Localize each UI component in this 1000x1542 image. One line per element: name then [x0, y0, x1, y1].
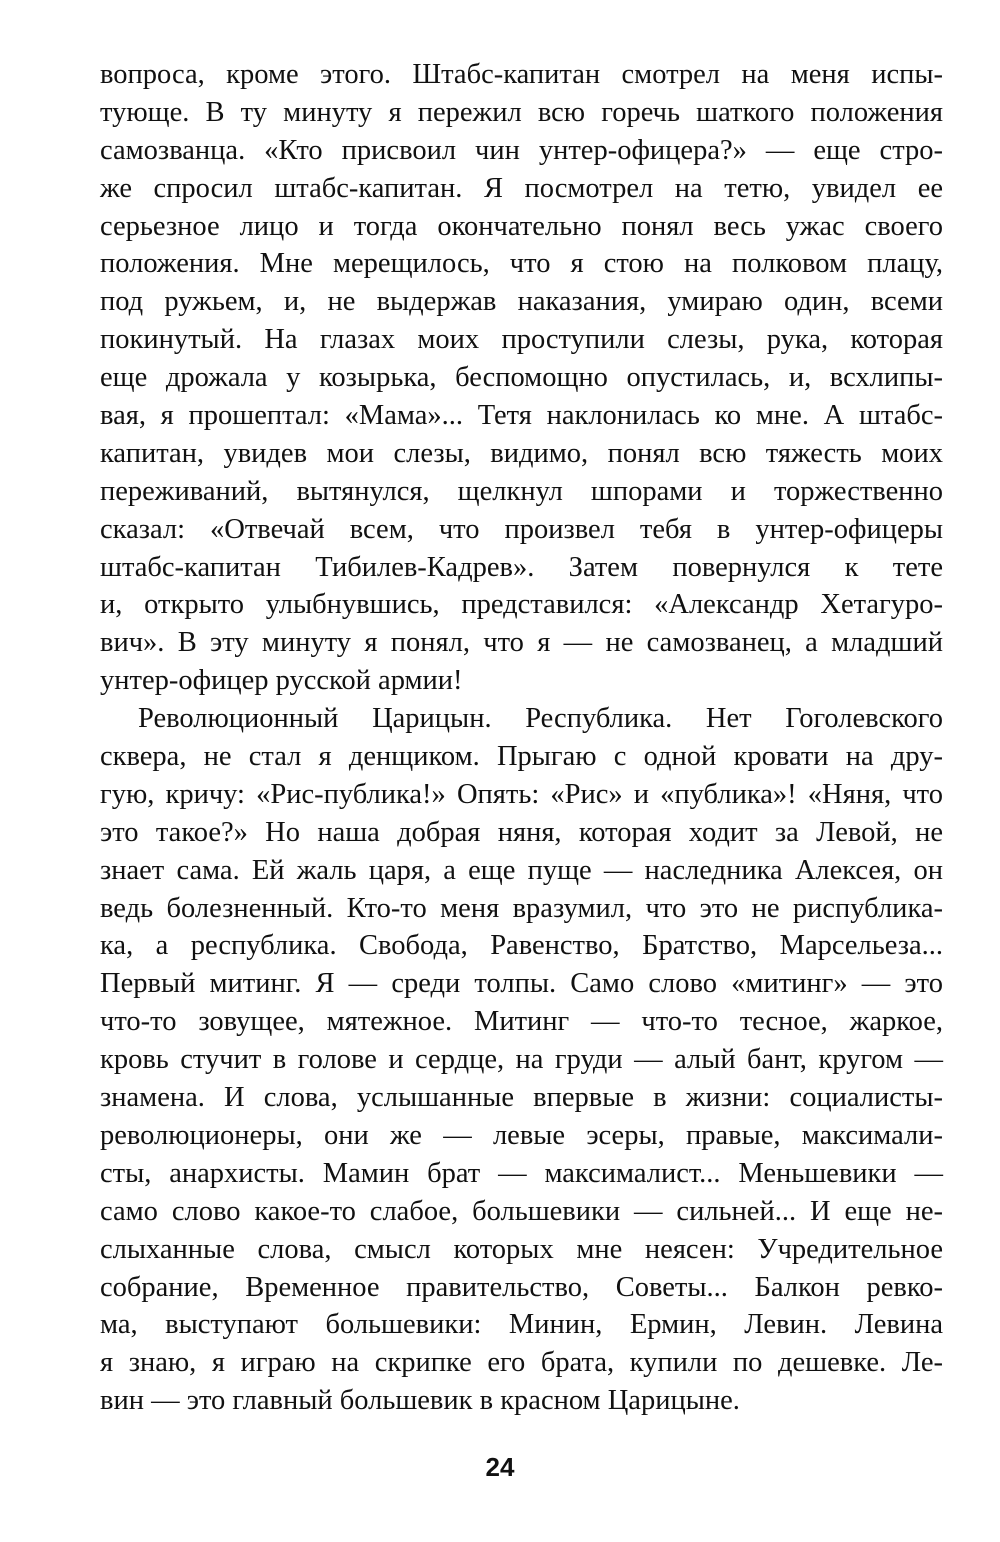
text-line: я знаю, я играю на скрипке его брата, купили по дешевке. Ле-: [100, 1347, 943, 1379]
text-line: сказал: «Отвечай всем, что произвел тебя в унтер-офицеры: [100, 513, 943, 545]
text-line: ведь болезненный. Кто-то меня вразумил, что это не риспублика-: [100, 892, 943, 924]
text-line: слыханные слова, смысл которых мне неясен: Учредительное: [100, 1233, 943, 1265]
text-line: вая, я прошептал: «Мама»... Тетя наклонилась ко мне. А штабс-: [100, 400, 943, 432]
text-line: покинутый. На глазах моих проступили слезы, рука, которая: [100, 324, 943, 356]
text-line: знает сама. Ей жаль царя, а еще пуще — наследника Алексея, он: [100, 854, 943, 886]
paragraph-2: [100, 700, 943, 1420]
text-line: сты, анархисты. Мамин брат — максималист... Меньшевики —: [100, 1157, 943, 1189]
text-line: вич». В эту минуту я понял, что я — не самозванец, а младший: [100, 627, 943, 659]
text-line: положения. Мне мерещилось, что я стою на полковом плацу,: [100, 248, 943, 280]
text-line: само слово какое-то слабое, большевики — сильней... И еще не-: [100, 1195, 943, 1227]
text-line: вопроса, кроме этого. Штабс-капитан смотрел на меня испы-: [100, 59, 943, 90]
text-line: собрание, Временное правительство, Советы... Балкон ревко-: [100, 1271, 943, 1303]
text-line: гую, кричу: «Рис-публика!» Опять: «Рис» и «публика»! «Няня, что: [100, 778, 943, 810]
text-line: знамена. И слова, услышанные впервые в жизни: социалисты-: [100, 1082, 943, 1114]
page-number: 24: [485, 1452, 515, 1482]
body-text: [100, 56, 943, 1420]
text-line: самозванца. «Кто присвоил чин унтер-офицера?» — еще стро-: [100, 134, 943, 166]
text-line: и, открыто улыбнувшись, представился: «Александр Хетагуро-: [100, 589, 943, 621]
text-line: ка, а республика. Свобода, Равенство, Братство, Марсельеза...: [100, 930, 943, 962]
text-line: что-то зовущее, мятежное. Митинг — что-то тесное, жаркое,: [100, 1006, 943, 1038]
text-line: вин — это главный большевик в красном Царицыне.: [100, 1385, 740, 1417]
text-line: тующе. В ту минуту я пережил всю горечь шаткого положения: [100, 96, 943, 128]
text-line: переживаний, вытянулся, щелкнул шпорами и торжественно: [100, 475, 943, 507]
text-line: штабс-капитан Тибилев-Кадрев». Затем повернулся к тете: [100, 551, 943, 583]
text-line: сквера, не стал я денщиком. Прыгаю с одной кровати на дру-: [100, 741, 943, 773]
text-line: кровь стучит в голове и сердце, на груди — алый бант, кругом —: [100, 1044, 943, 1076]
text-line: унтер-офицер русской армии!: [100, 665, 463, 697]
text-line: ма, выступают большевики: Минин, Ермин, Левин. Левина: [100, 1309, 943, 1341]
text-line: Первый митинг. Я — среди толпы. Само слово «митинг» — это: [100, 968, 943, 1000]
text-line: это такое?» Но наша добрая няня, которая ходит за Левой, не: [100, 816, 943, 848]
text-line: еще дрожала у козырька, беспомощно опустилась, и, всхлипы-: [100, 362, 943, 394]
text-line: капитан, увидев мои слезы, видимо, понял всю тяжесть моих: [100, 437, 943, 469]
text-line: Революционный Царицын. Республика. Нет Гоголевского: [138, 703, 943, 735]
text-line: серьезное лицо и тогда окончательно понял весь ужас своего: [100, 210, 943, 242]
text-line: же спросил штабс-капитан. Я посмотрел на тетю, увидел ее: [100, 172, 943, 204]
text-line: под ружьем, и, не выдержав наказания, умираю один, всеми: [100, 286, 943, 318]
paragraph-1: [100, 56, 943, 700]
text-line: революционеры, они же — левые эсеры, правые, максимали-: [100, 1119, 943, 1151]
